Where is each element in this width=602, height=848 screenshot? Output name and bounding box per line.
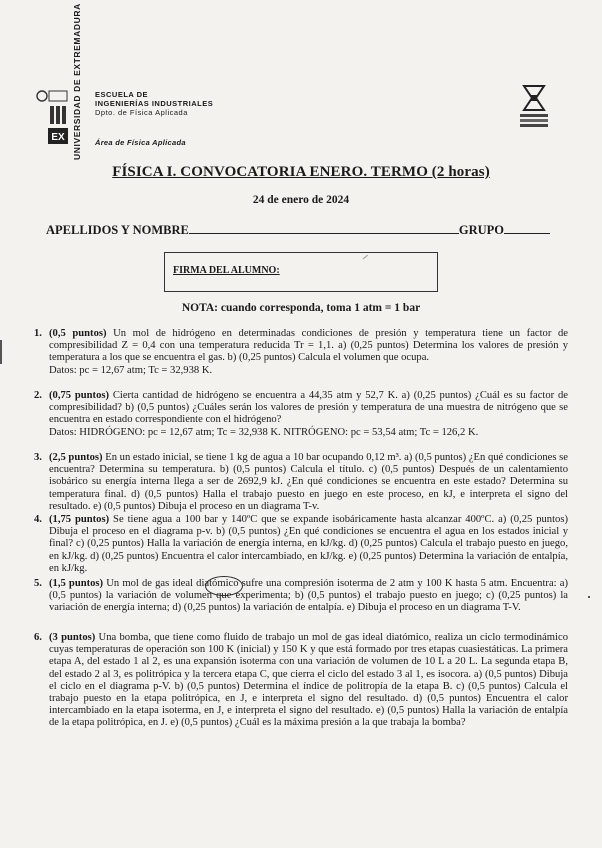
exam-title: FÍSICA I. CONVOCATORIA ENERO. TERMO (2 horas) [112,164,490,180]
question-text: Un mol de gas ideal diatómico sufre una compresión isoterma de 2 atm y 100 K hasta 5 atm. Encuentra: a) (0,5 puntos) la variación de volumen que experimenta; b) (0,5 puntos) el trabajo puesto en juego; c) (0,25 puntos) la variación de energía interna; d) (0,25 puntos) la variación de entalpía. e) Dibuja el proceso en un diagrama T-V. [49,578,568,614]
name-label: APELLIDOS Y NOMBRE [46,223,189,237]
university-logo-icon [36,88,70,146]
question-text: Un mol de hidrógeno en determinadas condiciones de presión y temperatura tiene un factor de compresibilidad Z = 0,4 con una temperatura reducida Tr = 1,1. a) (0,25 puntos) Determina los valores de presión y temperatura a los que se encuentra el gas. b) (0,25 puntos) Calcula el volumen que ocupa. [49,328,568,364]
question-points: (1,5 puntos) [49,578,104,589]
question-2 [34,390,568,439]
handwritten-circle-mark [205,576,243,596]
signature-box[interactable] [164,252,438,292]
school-crest-icon [516,84,552,130]
question-text: En un estado inicial, se tiene 1 kg de agua a 10 bar ocupando 0,12 m³. a) (0,5 puntos) ¿En qué condiciones se encuentra? Determina su temperatura. b) (0,5 puntos) Calcula el título. c) (0,5 puntos) Después de un calentamiento isobárico su energía interna llega a ser de 2692,9 kJ. ¿En qué condiciones se encuentra en este estado? Determina su temperatura final. d) (0,5 puntos) Halla el trabajo puesto en juego en este proceso, en kJ, e interpreta el signo del resultado. e) (0,5 puntos) Dibuja el proceso en un diagrama T-v. [49,452,568,512]
school-line-2: INGENIERÍAS INDUSTRIALES [95,99,214,108]
scan-dot-mark [588,596,590,598]
question-number: 4. [34,514,42,525]
question-data: Datos: pc = 12,67 atm; Tc = 32,938 K. [49,364,213,376]
question-text: Se tiene agua a 100 bar y 140ºC que se expande isobáricamente hasta alcanzar 400ºC. a) (0,25 puntos) Dibuja el proceso en el diagrama p-v. b) (0,5 puntos) ¿En qué condiciones se encuentra el agua en los estados inicial y final? c) (0,25 puntos) Halla la variación de energía interna, en kJ/kg. d) (0,25 puntos) Calcula el trabajo puesto en juego, en kJ/kg. d) (0,25 puntos) Encuentra el calor intercambiado, en kJ/kg. e) (0,25 puntos) Determina la variación de entalpía, en kJ/kg. [49,514,568,574]
question-points: (3 puntos) [49,632,96,643]
question-points: (1,75 puntos) [49,514,110,525]
question-points: (2,5 puntos) [49,452,103,463]
question-points: (0,5 puntos) [49,328,107,339]
department-label: Dpto. de Física Aplicada [95,108,188,117]
question-number: 6. [34,632,42,643]
question-1 [34,328,568,377]
question-number: 3. [34,452,42,463]
name-group-row [46,222,556,238]
group-label: GRUPO [458,223,504,237]
question-number: 2. [34,390,42,401]
question-6 [34,632,568,730]
group-field[interactable] [504,222,550,234]
question-4 [34,514,568,575]
school-line-1: ESCUELA DE [95,90,149,99]
question-text: Cierta cantidad de hidrógeno se encuentra a 44,35 atm y 52,7 K. a) (0,25 puntos) ¿Cuál es su factor de compresibilidad? b) (0,5 puntos) ¿Cuáles serán los valores de presión y temperatura de una muestra de nitrógeno que se encuentra en estado correspondiente con el hidrógeno? [49,390,568,426]
university-vertical-label: UNIVERSIDAD DE EXTREMADURA [72,3,82,160]
question-number: 5. [34,578,42,589]
exam-date: 24 de enero de 2024 [252,194,350,206]
question-5 [34,578,568,615]
name-field[interactable] [189,222,459,234]
signature-label: FIRMA DEL ALUMNO: [173,265,280,276]
area-label: Área de Física Aplicada [95,138,186,147]
exam-note: NOTA: cuando corresponda, toma 1 atm = 1 bar [181,302,421,314]
question-points: (0,75 puntos) [49,390,110,401]
question-3 [34,452,568,513]
question-text: Una bomba, que tiene como fluido de trabajo un mol de gas ideal diatómico, realiza un ciclo termodinámico cuyas temperaturas de operación son 100 K (inicial) y 150 K y que está formado por tres etapas cuasiestáticas. La primera etapa A, del estado 1 al 2, es una expansión isoterma con una variación de volumen de 10 L a 20 L. La segunda etapa B, del estado 2 al 3, es politrópica y la tercera etapa C, que cierra el ciclo del estado 3 al 1, es isocora. a) (0,5 puntos) Dibuja el ciclo en el diagrama p-V. b) (0,5 puntos) Determina el índice de politropía de la etapa B. c) (0,5 puntos) Calcula el trabajo puesto en la etapa politrópica, en J, e interpreta el signo del resultado. d) (0,5 puntos) Encuentra el calor intercambiado en la etapa isoterma, en J, e interpreta el signo del resultado. e) (0,5 puntos) Halla la variación de entalpía de la etapa politrópica, en J. e) (0,5 puntos) ¿Cuál es la máxima presión a la que trabaja la bomba? [49,632,568,729]
question-data: Datos: HIDRÓGENO: pc = 12,67 atm; Tc = 32,938 K. NITRÓGENO: pc = 53,54 atm; Tc = 126,2 K. [49,426,479,438]
school-block [95,90,213,117]
scan-edge-mark [0,340,2,364]
logo-left-text: EX [51,132,65,143]
question-number: 1. [34,328,42,339]
